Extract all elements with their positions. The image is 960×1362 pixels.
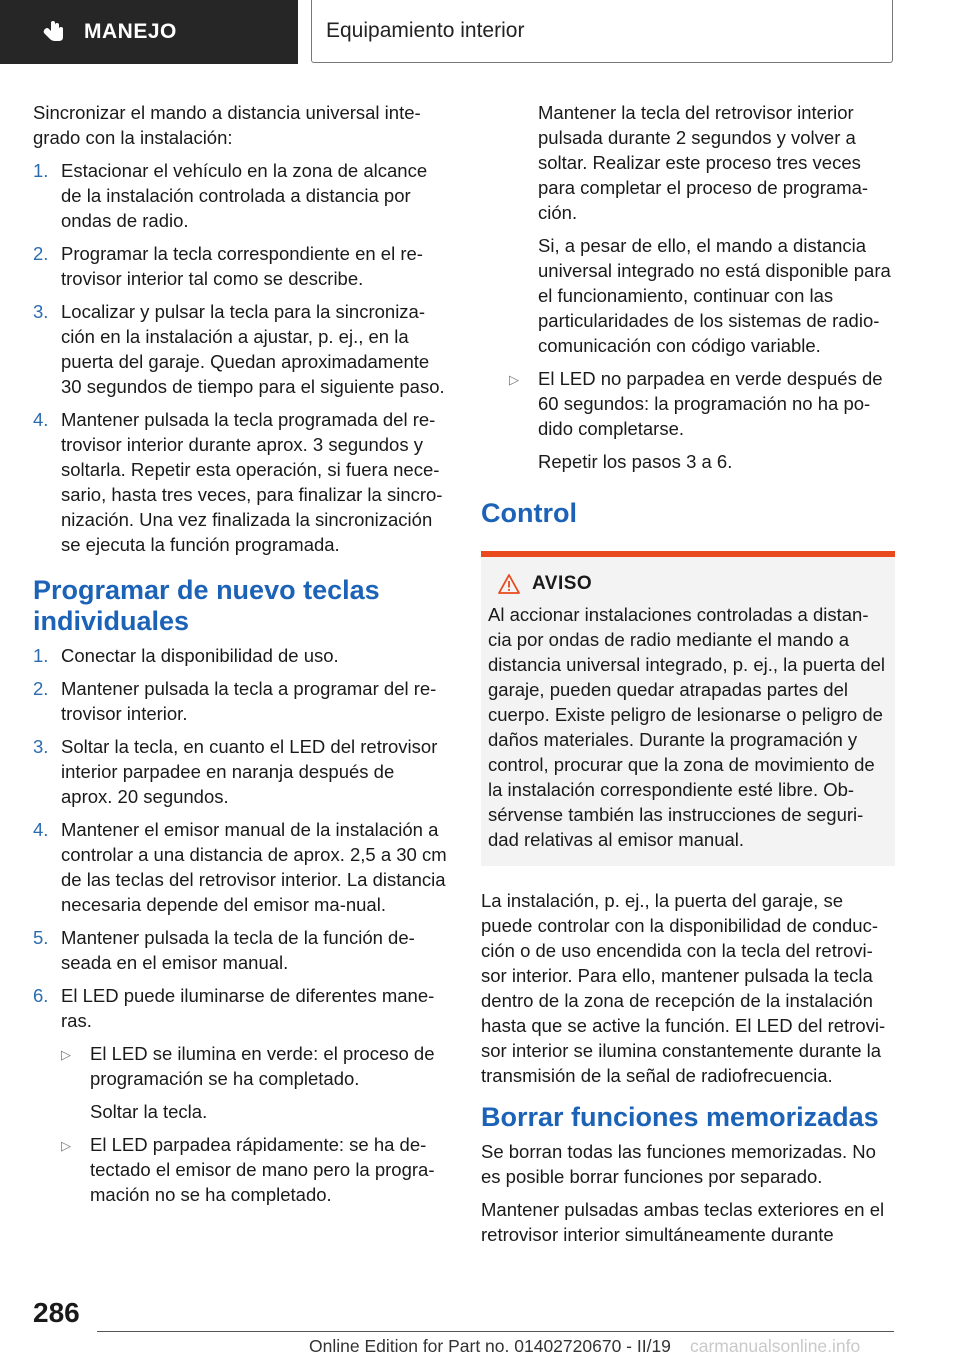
triangle-bullet-icon: ▷ — [61, 1047, 71, 1062]
list-item — [33, 983, 447, 1033]
left-column — [33, 100, 447, 1215]
step-number: 2. — [33, 678, 49, 699]
step-text: Estacionar el vehículo en la zona de alcance de la instalación controlada a distancia por ondas de radio. — [61, 160, 428, 231]
step-text: Soltar la tecla, en cuanto el LED del retrovisor interior parpadee en naranja después de aprox. 20 segundos. — [61, 736, 438, 807]
bullet-subtext: Soltar la tecla. — [90, 1101, 208, 1122]
list-item — [509, 366, 895, 441]
list-item — [33, 299, 447, 399]
section-heading-delete: Borrar funciones memorizadas — [481, 1102, 879, 1132]
list-item — [33, 643, 447, 668]
warning-text: Al accionar instalaciones controladas a distan-cia por ondas de radio mediante el mando a distancia universal integrado, p. ej., la puerta del garaje, pueden quedar atrapadas partes del cuerpo. Existe peligro de lesionarse o peligro de daños materiales. Durante la programación y control, procurar que la zona de movimiento de la instalación correspondiente esté libre. Ob-sérvense también las instrucciones de seguri-dad relativas al emisor manual. — [488, 604, 885, 850]
step-number: 4. — [33, 409, 49, 430]
list-item — [33, 925, 447, 975]
continued-text: Si, a pesar de ello, el mando a distancia universal integrado no está disponible para el funcionamiento, continuar con las particularidades de los sistemas de radio-comunicación con código variable. — [538, 235, 891, 356]
warning-header — [488, 571, 887, 596]
continued-text: Mantener la tecla del retrovisor interior pulsada durante 2 segundos y volver a soltar. Realizar este proceso tres veces para completar el proceso de programa-ción. — [538, 102, 869, 223]
list-item — [61, 1132, 447, 1207]
step-number: 1. — [33, 645, 49, 666]
watermark-text: carmanualsonline.info — [690, 1336, 861, 1356]
section-heading-control: Control — [481, 498, 577, 528]
step-text: Mantener el emisor manual de la instalación a controlar a una distancia de aprox. 2,5 a 30 cm de las teclas del retrovisor interior. La distancia necesaria depende del emisor ma-nual. — [61, 819, 447, 915]
step-text: Programar la tecla correspondiente en el re-trovisor interior tal como se describe. — [61, 243, 423, 289]
intro-text: Sincronizar el mando a distancia universal inte-grado con la instalación: — [33, 102, 421, 148]
bullet-text: El LED parpadea rápidamente: se ha de-tectado el emisor de mano pero la progra-mación no se ha completado. — [90, 1134, 435, 1205]
step-number: 6. — [33, 985, 49, 1006]
step-number: 5. — [33, 927, 49, 948]
triangle-bullet-icon: ▷ — [61, 1138, 71, 1153]
step-text: Mantener pulsada la tecla programada del re-trovisor interior durante aprox. 3 segundos y soltarla. Repetir esta operación, si fuera nece-sario, hasta tres veces, para finalizar la sincro-nización. Una vez finalizada la sincronización se ejecuta la función programada. — [61, 409, 443, 555]
step-text: Conectar la disponibilidad de uso. — [61, 645, 339, 666]
list-item — [33, 734, 447, 809]
steering-hand-icon — [40, 18, 68, 46]
step-number: 1. — [33, 160, 49, 181]
list-item — [33, 241, 447, 291]
edition-text: Online Edition for Part no. 01402720670 - II/19 — [309, 1336, 671, 1356]
bullet-text: El LED se ilumina en verde: el proceso de programación se ha completado. — [90, 1043, 435, 1089]
list-item — [33, 407, 447, 557]
steps-list-sync — [33, 158, 447, 557]
list-item — [61, 1041, 447, 1091]
section-tab[interactable] — [311, 0, 893, 63]
list-item — [33, 158, 447, 233]
footer-divider — [97, 1331, 894, 1332]
chapter-tab[interactable] — [0, 0, 298, 64]
bullet-text: El LED no parpadea en verde después de 60 segundos: la programación no ha po-dido completarse. — [538, 368, 883, 439]
section-label: Equipamiento interior — [326, 19, 525, 42]
step-number: 3. — [33, 301, 49, 322]
delete-text: Mantener pulsadas ambas teclas exteriores en el retrovisor interior simultáneamente durante — [481, 1199, 885, 1245]
warning-title: AVISO — [532, 573, 593, 594]
warning-triangle-icon — [498, 574, 520, 594]
warning-box — [481, 551, 895, 866]
right-column — [481, 100, 895, 1255]
led-bullets — [33, 1041, 447, 1207]
step-number: 3. — [33, 736, 49, 757]
page-number: 286 — [33, 1297, 80, 1328]
delete-text: Se borran todas las funciones memorizadas. No es posible borrar funciones por separado. — [481, 1141, 876, 1187]
section-heading-reprogram: Programar de nuevo teclas individuales — [33, 575, 380, 636]
step-text: El LED puede iluminarse de diferentes mane-ras. — [61, 985, 435, 1031]
led-bullets-continued — [481, 100, 895, 358]
step-text: Mantener pulsada la tecla a programar del re-trovisor interior. — [61, 678, 437, 724]
chapter-label: MANEJO — [84, 20, 177, 43]
bullet-subtext: Repetir los pasos 3 a 6. — [538, 451, 733, 472]
led-bullet-group — [481, 366, 895, 474]
triangle-bullet-icon: ▷ — [509, 372, 519, 387]
steps-list-reprogram — [33, 643, 447, 1033]
list-item — [33, 817, 447, 917]
page-header — [0, 0, 960, 66]
control-text: La instalación, p. ej., la puerta del garaje, se puede controlar con la disponibilidad de conduc-ción o de uso encendida con la tecla del retrovi-sor interior. Para ello, mantener pulsada la tecla dentro de la zona de recepción de la instalación hasta que se active la función. El LED del retrovi-sor interior se ilumina constantemente durante la transmisión de la señal de radiofrecuencia. — [481, 890, 886, 1086]
step-number: 4. — [33, 819, 49, 840]
step-text: Mantener pulsada la tecla de la función de-seada en el emisor manual. — [61, 927, 415, 973]
step-text: Localizar y pulsar la tecla para la sincroniza-ción en la instalación a ajustar, p. ej., en la puerta del garaje. Quedan aproximadamente 30 segundos de tiempo para el siguiente paso. — [61, 301, 445, 397]
list-item — [33, 676, 447, 726]
step-number: 2. — [33, 243, 49, 264]
